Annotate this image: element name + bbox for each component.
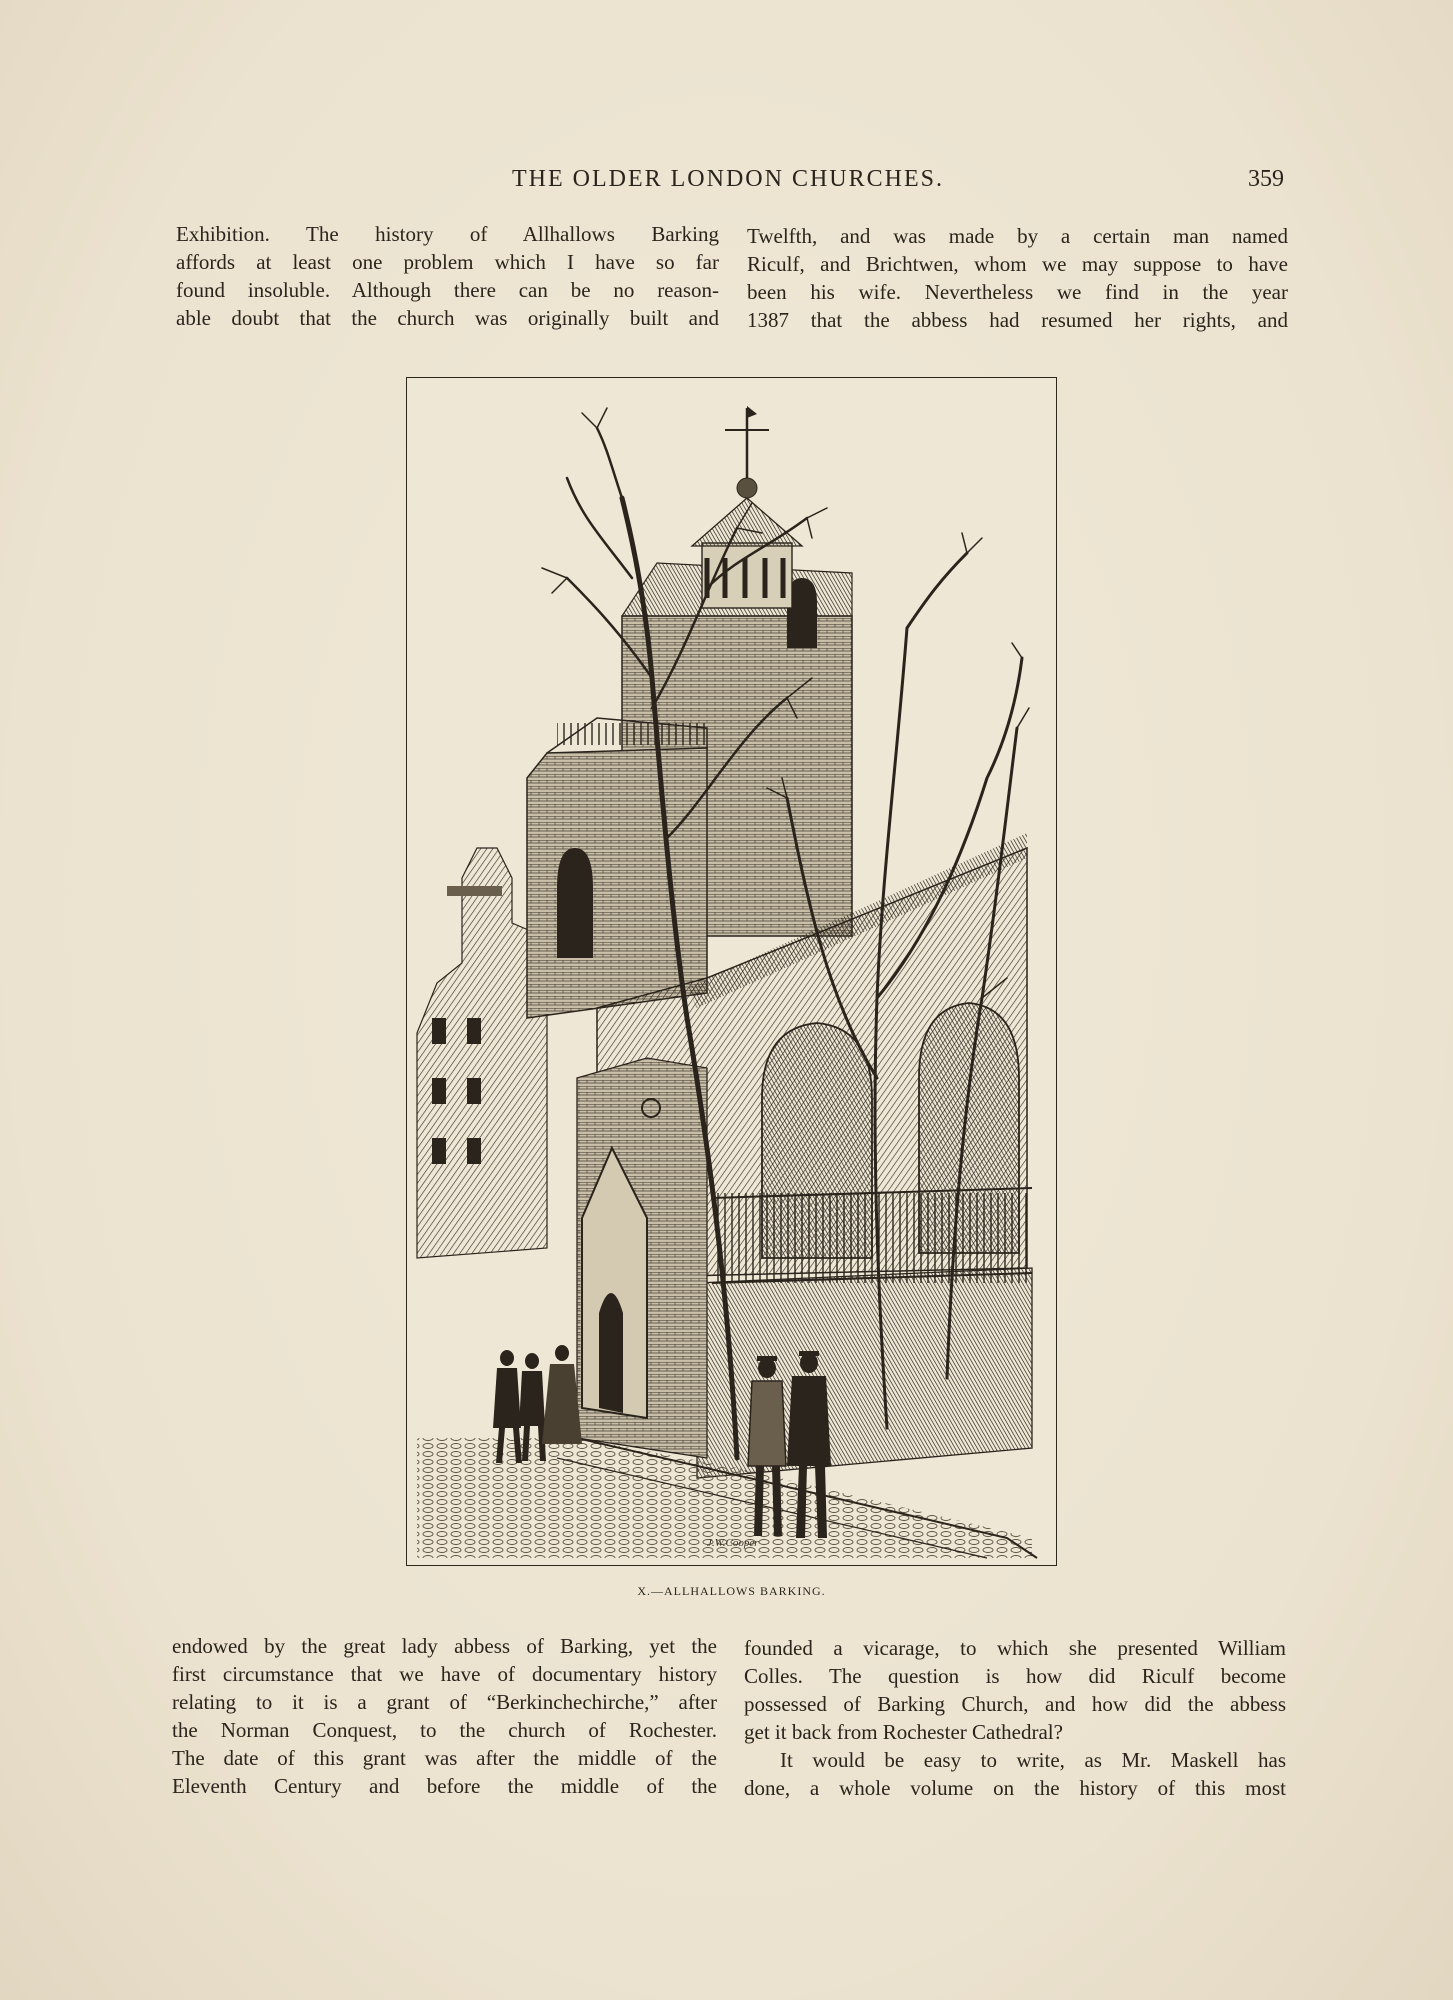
text-line: done, a whole volume on the history of this most — [744, 1776, 1286, 1800]
text-line: the Norman Conquest, to the church of Rochester. — [172, 1718, 717, 1742]
page-number: 359 — [1248, 166, 1284, 192]
text-line: Riculf, and Brichtwen, whom we may suppose to have — [747, 252, 1288, 276]
text-line: get it back from Rochester Cathedral? — [744, 1720, 1063, 1744]
text-line: Colles. The question is how did Riculf become — [744, 1664, 1286, 1688]
text-column-bottom-right — [744, 1634, 1286, 1802]
text-line: endowed by the great lady abbess of Barking, yet the — [172, 1634, 717, 1658]
running-title: THE OLDER LONDON CHURCHES. — [512, 166, 944, 192]
text-column-top-right — [747, 222, 1288, 334]
text-line: relating to it is a grant of “Berkinchechirche,” after — [172, 1690, 717, 1714]
text-line: It would be easy to write, as Mr. Maskell has — [780, 1748, 1286, 1772]
text-line: Exhibition. The history of Allhallows Barking — [176, 222, 719, 246]
text-line: Eleventh Century and before the middle of the — [172, 1774, 717, 1798]
running-head — [172, 166, 1284, 196]
text-line: found insoluble. Although there can be no reason- — [176, 278, 719, 302]
text-line: able doubt that the church was originally built and — [176, 306, 719, 330]
text-column-top-left — [176, 220, 719, 332]
text-line: The date of this grant was after the middle of the — [172, 1746, 717, 1770]
text-line: been his wife. Nevertheless we find in the year — [747, 280, 1288, 304]
text-line: Twelfth, and was made by a certain man named — [747, 224, 1288, 248]
text-line: possessed of Barking Church, and how did the abbess — [744, 1692, 1286, 1716]
figure-caption: X.—ALLHALLOWS BARKING. — [637, 1584, 826, 1598]
text-line: first circumstance that we have of documentary history — [172, 1662, 717, 1686]
text-line: 1387 that the abbess had resumed her rights, and — [747, 308, 1288, 332]
text-line: affords at least one problem which I have so far — [176, 250, 719, 274]
artist-signature: J.W.Cooper — [707, 1537, 759, 1549]
engraving-drawing — [407, 378, 1058, 1567]
text-column-bottom-left — [172, 1632, 717, 1800]
text-line: founded a vicarage, to which she presented William — [744, 1636, 1286, 1660]
church-illustration — [406, 377, 1057, 1566]
